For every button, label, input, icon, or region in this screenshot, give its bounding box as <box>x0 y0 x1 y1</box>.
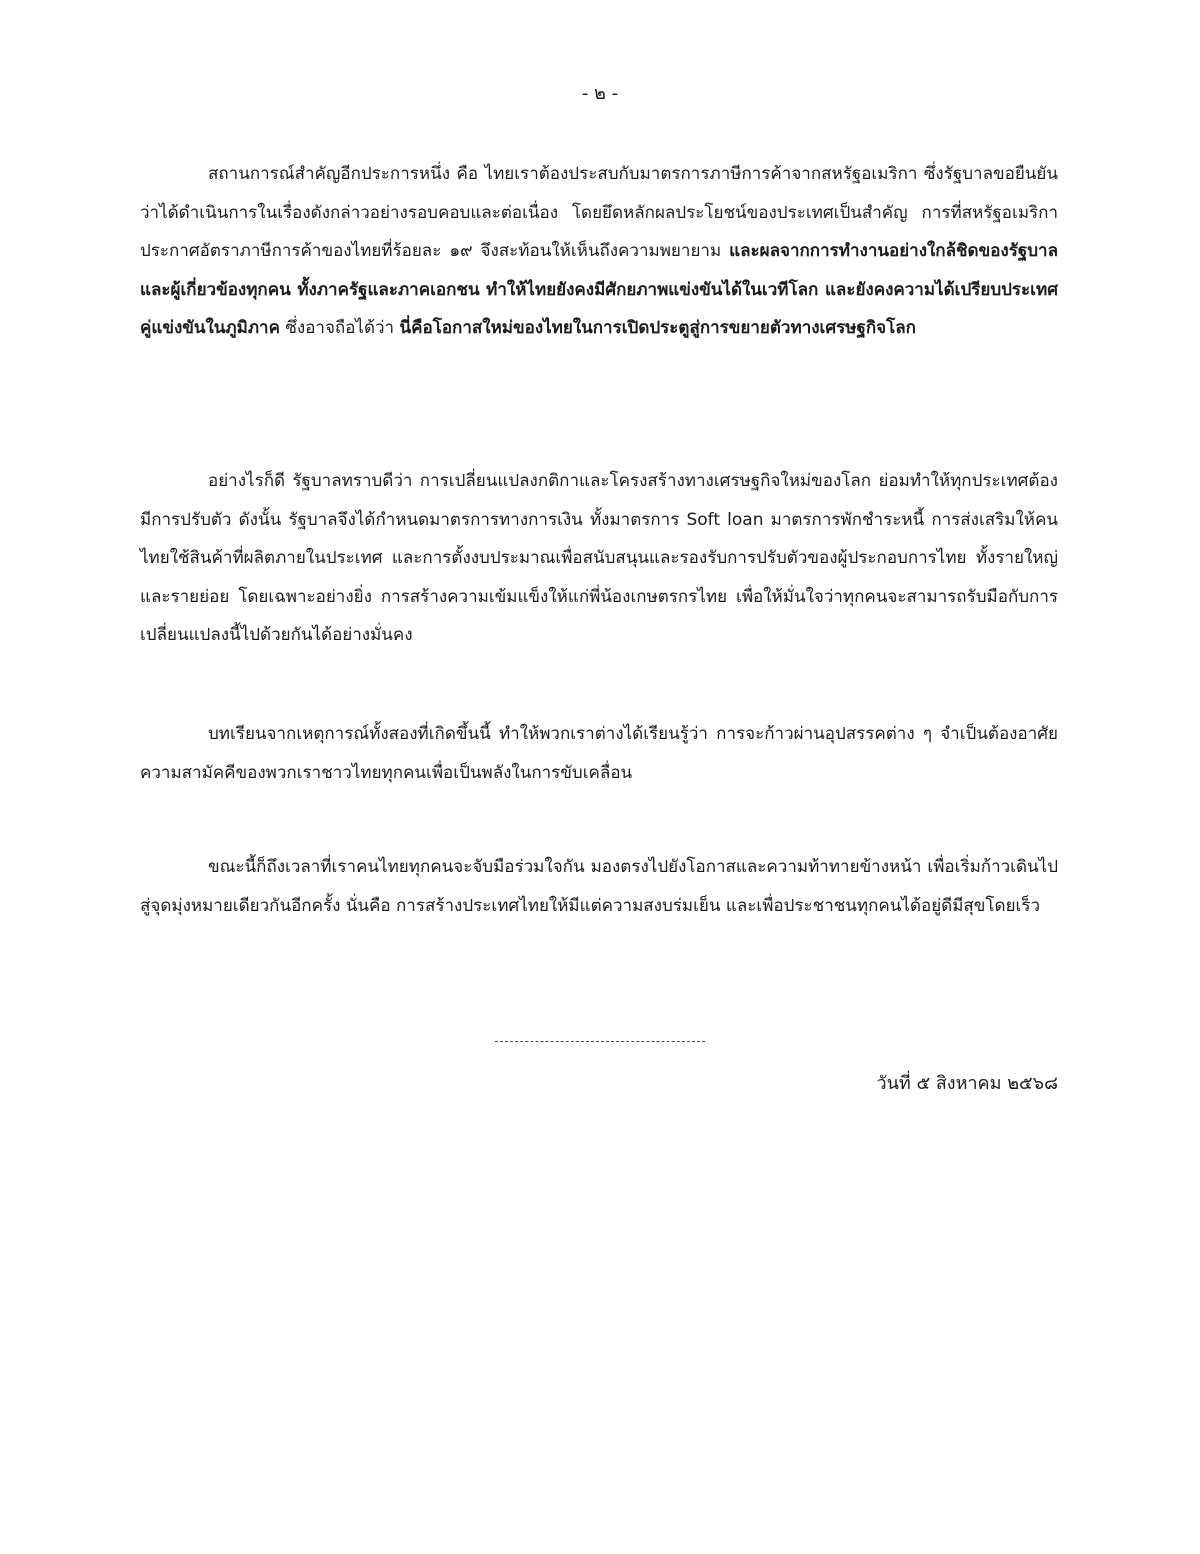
paragraph-text: บทเรียนจากเหตุการณ์ทั้งสองที่เกิดขึ้นนี้ ทำให้พวกเราต่างได้เรียนรู้ว่า การจะก้าวผ่านอุปสรรคต่าง ๆ จำเป็นต้องอาศัยความสามัคคีของพวกเราชาวไทยทุกคนเพื่อเป็นพลังในการขับเคลื่อน <box>140 724 1058 783</box>
document-date: วันที่ ๕ สิงหาคม ๒๕๖๘ <box>876 1073 1058 1094</box>
page-number: - ๒ - <box>581 83 619 104</box>
paragraph-text: อย่างไรก็ดี รัฐบาลทราบดีว่า การเปลี่ยนแปลงกติกาและโครงสร้างทางเศรษฐกิจใหม่ของโลก ย่อมทำให้ทุกประเทศต้องมีการปรับตัว ดังนั้น รัฐบาลจึงได้กำหนดมาตรการทางการเงิน ทั้งมาตรการ Soft loan มาตรการพักชำระหนี้ การส่งเสริมให้คนไทยใช้สินค้าที่ผลิตภายในประเทศ และการตั้งงบประมาณเพื่อสนับสนุนและรองรับการปรับตัวของผู้ประกอบการไทย ทั้งรายใหญ่และรายย่อย โดยเฉพาะอย่างยิ่ง การสร้างความเข้มแข็งให้แก่พี่น้องเกษตรกรไทย เพื่อให้มั่นใจว่าทุกคนจะสามารถรับมือกับการเปลี่ยนแปลงนี้ไปด้วยกันได้อย่างมั่นคง <box>140 471 1058 645</box>
paragraph-lessons <box>140 715 1058 792</box>
paragraph-trade-tariff <box>140 155 1058 348</box>
paragraph-text: ขณะนี้ก็ถึงเวลาที่เราคนไทยทุกคนจะจับมือร่วมใจกัน มองตรงไปยังโอกาสและความท้าทายข้างหน้า เพื่อเริ่มก้าวเดินไปสู่จุดมุ่งหมายเดียวกันอีกครั้ง นั่นคือ การสร้างประเทศไทยให้มีแต่ความสงบร่มเย็น และเพื่อประชาชนทุกคนได้อยู่ดีมีสุขโดยเร็ว <box>140 857 1058 916</box>
paragraph-bold-text: และผลจากการทำงานอย่างใกล้ชิดของรัฐบาลและผู้เกี่ยวข้องทุกคน ทั้งภาครัฐและภาคเอกชน ทำให้ไทยยังคงมีศักยภาพแข่งขันได้ในเวทีโลก และยังคงความได้เปรียบประเทศคู่แข่งขันในภูมิภาค <box>140 241 1058 338</box>
paragraph-text: ซึ่งอาจถือได้ว่า <box>279 318 400 338</box>
paragraph-call-to-unity <box>140 848 1058 925</box>
section-divider <box>495 1041 705 1042</box>
paragraph-economic-measures <box>140 462 1058 655</box>
paragraph-bold-text: นี่คือโอกาสใหม่ของไทยในการเปิดประตูสู่การขยายตัวทางเศรษฐกิจโลก <box>399 318 916 338</box>
paragraph-text: สถานการณ์สำคัญอีกประการหนึ่ง คือ ไทยเราต้องประสบกับมาตรการภาษีการค้าจากสหรัฐอเมริกา ซึ่งรัฐบาลขอยืนยันว่าได้ดำเนินการในเรื่องดังกล่าวอย่างรอบคอบและต่อเนื่อง โดยยึดหลักผลประโยชน์ของประเทศเป็นสำคัญ การที่สหรัฐอเมริกาประกาศอัตราภาษีการค้าของไทยที่ร้อยละ ๑๙ จึงสะท้อนให้เห็นถึงความพยายาม <box>140 164 1058 261</box>
